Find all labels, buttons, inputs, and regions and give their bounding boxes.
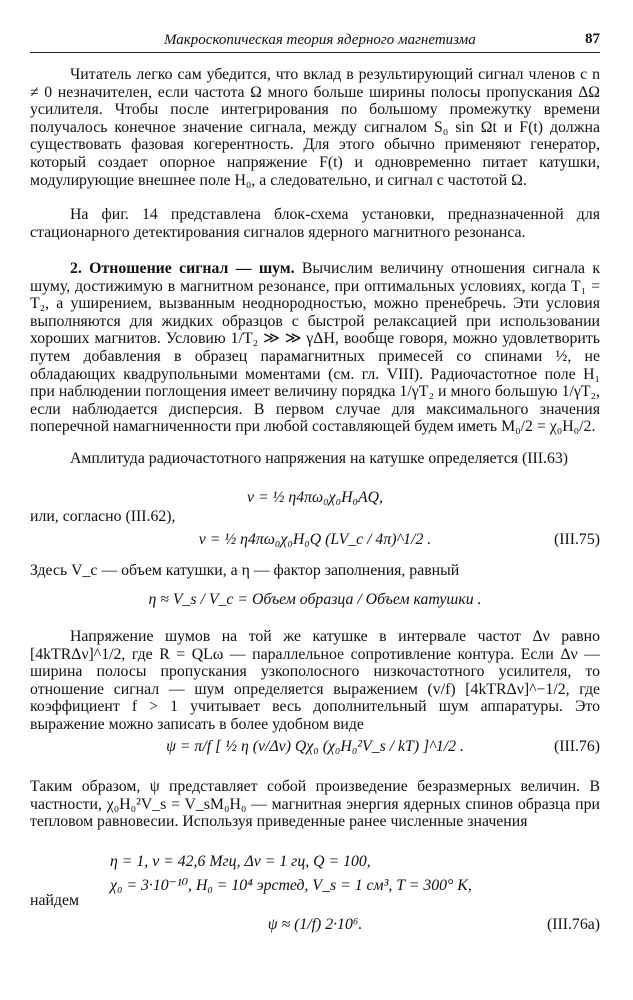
running-header: [30, 30, 600, 53]
running-title: Макроскопическая теория ядерного магнетизма: [164, 32, 476, 48]
paragraph-2: На фиг. 14 представлена блок-схема установки, предназначенной для стационарного детектирования сигналов ядерного магнитного резонанса.: [30, 206, 600, 241]
paragraph-3-text: Вычислим величину отношения сигнала к шуму, достижимую в магнитном резонансе, при оптимальных условиях, когда T₁ = T₂, а уширением, вызванным неоднородностью, можно пренебречь. Эти условия выполняются для жидких образцов с быстрой релаксацией при использовании хороших магнитов. Условию 1/T₂ ≫ ≫ γΔH, вообще говоря, можно удовлетворить путем добавления в образец парамагнитных примесей со спинами ½, не обладающих квадрупольными моментами (см. гл. VIII). Радиочастотное поле H₁ при наблюдении поглощения имеет величину порядка 1/γT₂ и много большую 1/γT₂, если наблюдается дисперсия. В первом случае для максимального значения поперечной намагниченности при любой составляющей будем иметь M₀/2 = χ₀H₀/2.: [30, 260, 600, 436]
equation-4: ψ = π/f [ ½ η (ν/Δν) Qχ₀ (χ₀H₀²V_s / kT) ]^1/2 . (III.76): [166, 738, 600, 755]
equation-4-number: (III.76): [553, 738, 600, 755]
paragraph-5: или, согласно (III.62),: [30, 508, 176, 525]
equation-5: ψ ≈ (1/f) 2·10⁶. (III.76a): [267, 916, 600, 933]
values-line-2: χ₀ = 3·10⁻¹⁰, H₀ = 10⁴ эрстед, V_s = 1 см³, T = 300° K,: [110, 877, 472, 894]
page-number: 87: [585, 31, 600, 47]
paragraph-1: Читатель легко сам убедится, что вклад в результирующий сигнал членов с n ≠ 0 незначителен, если частота Ω много больше ширины полосы пропускания ΔΩ усилителя. Чтобы после интегрирования по большому промежутку времени получалось конечное значение сигнала, между сигналом S₀ sin Ωt и F(t) должна существовать фазовая когерентность. Для этого обычно применяют генератор, который создает опорное напряжение F(t) и одновременно питает катушки, модулирующие внешнее поле H₀, а следовательно, и сигнал с частотой Ω.: [30, 66, 600, 189]
values-line-1: η = 1, ν = 42,6 Мгц, Δν = 1 гц, Q = 100,: [110, 853, 371, 870]
equation-3: η ≈ V_s / V_c = Объем образца / Объем катушки .: [148, 591, 482, 608]
equation-2: v = ½ η4πω₀χ₀H₀Q (LV_c / 4π)^1/2 . (III.75): [198, 531, 600, 548]
equation-1: v = ½ η4πω₀χ₀H₀AQ,: [246, 489, 383, 506]
paragraph-9: найдем: [30, 892, 79, 909]
paragraph-3: [30, 260, 600, 436]
paragraph-4: Амплитуда радиочастотного напряжения на катушке определяется (III.63): [70, 450, 569, 467]
section-heading: 2. Отношение сигнал — шум.: [70, 260, 295, 277]
paragraph-6: Здесь V_c — объем катушки, а η — фактор заполнения, равный: [30, 562, 460, 579]
equation-5-number: (III.76a): [546, 916, 600, 933]
paragraph-7: Напряжение шумов на той же катушке в интервале частот Δν равно [4kTRΔν]^1/2, где R = QLω — параллельное сопротивление контура. Если Δν — ширина полосы пропускания узкополосного низкочастотного усилителя, то отношение сигнал — шум определяется выражением (v/f) [4kTRΔν]^−1/2, где коэффициент f > 1 учитывает весь дополнительный шум аппаратуры. Это выражение можно записать в более удобном виде: [30, 628, 600, 733]
paragraph-8: Таким образом, ψ представляет собой произведение безразмерных величин. В частности, χ₀H₀²V_s = V_sM₀H₀ — магнитная энергия ядерных спинов образца при тепловом равновесии. Используя приведенные ранее численные значения: [30, 778, 600, 831]
equation-2-number: (III.75): [553, 531, 600, 548]
